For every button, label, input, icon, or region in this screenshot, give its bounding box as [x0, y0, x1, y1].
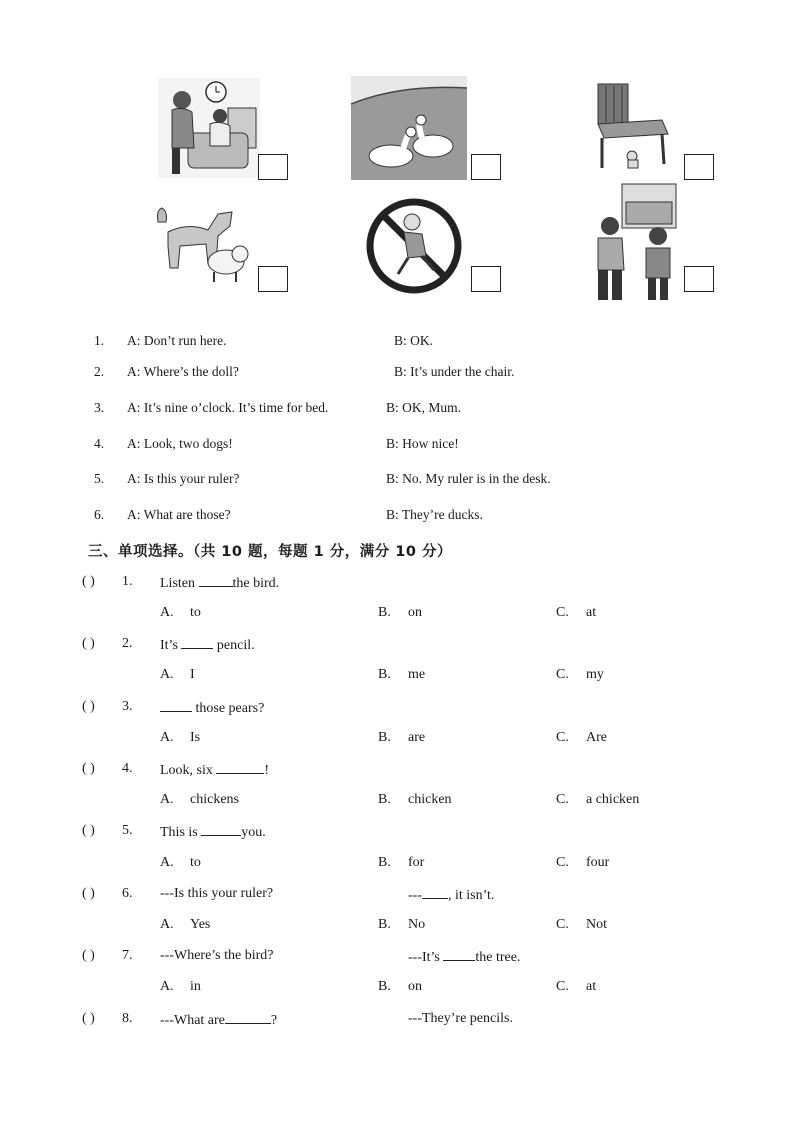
- answer-paren[interactable]: ( ): [82, 948, 95, 963]
- answer-paren[interactable]: ( ): [82, 1011, 95, 1026]
- option-text[interactable]: Are: [586, 730, 607, 745]
- option-text[interactable]: are: [408, 730, 426, 745]
- dialogue-b: B: They’re ducks.: [386, 507, 483, 522]
- option-text[interactable]: chicken: [408, 792, 452, 807]
- option-text[interactable]: me: [408, 667, 426, 682]
- blank-line[interactable]: [181, 636, 213, 649]
- question-num: 3.: [122, 699, 133, 714]
- question-num: 8.: [122, 1011, 133, 1026]
- answer-box-2[interactable]: [471, 154, 501, 180]
- dialogue-b: B: OK.: [394, 333, 434, 348]
- option-letter: A.: [160, 855, 174, 870]
- question-stem: ---Where’s the bird?: [160, 948, 274, 963]
- option-letter: B.: [378, 667, 391, 682]
- question-stem: ---What are ?: [160, 1013, 278, 1028]
- answer-paren[interactable]: ( ): [82, 761, 95, 776]
- option-text[interactable]: Is: [190, 730, 201, 745]
- option-text[interactable]: four: [586, 855, 610, 870]
- option-letter: A.: [160, 917, 174, 932]
- blank-line[interactable]: [225, 1011, 271, 1024]
- question-num: 7.: [122, 948, 133, 963]
- picture-ruler-in-desk: [588, 182, 680, 304]
- option-letter: A.: [160, 605, 174, 620]
- option-text[interactable]: on: [408, 979, 422, 994]
- dialogue-a: A: Don’t run here.: [127, 333, 227, 348]
- picture-doll-under-chair: [592, 80, 676, 170]
- question-stem: This is you.: [160, 825, 266, 840]
- option-text[interactable]: my: [586, 667, 604, 682]
- dialogue-a: A: Is this your ruler?: [127, 471, 240, 486]
- picture-no-running-sign: [362, 194, 466, 298]
- dialogue-b: B: No. My ruler is in the desk.: [386, 471, 551, 486]
- answer-paren[interactable]: ( ): [82, 699, 95, 714]
- blank-line[interactable]: [160, 699, 192, 712]
- option-letter: B.: [378, 792, 391, 807]
- dialogue-num: 4.: [94, 436, 105, 451]
- dialogue-b: B: OK, Mum.: [386, 400, 462, 415]
- blank-line[interactable]: [422, 886, 448, 899]
- option-text[interactable]: to: [190, 605, 201, 620]
- option-text[interactable]: at: [586, 979, 597, 994]
- dialogue-b: B: It’s under the chair.: [394, 364, 515, 379]
- option-text[interactable]: for: [408, 855, 425, 870]
- answer-box-4[interactable]: [258, 266, 288, 292]
- option-text[interactable]: a chicken: [586, 792, 640, 807]
- question-num: 1.: [122, 574, 133, 589]
- dialogue-num: 2.: [94, 364, 105, 379]
- option-letter: A.: [160, 730, 174, 745]
- dialogue-a: A: It’s nine o’clock. It’s time for bed.: [127, 400, 329, 415]
- option-text[interactable]: Yes: [190, 917, 211, 932]
- blank-line[interactable]: [216, 761, 264, 774]
- option-text[interactable]: Not: [586, 917, 607, 932]
- question-stem: It’s pencil.: [160, 638, 255, 653]
- picture-two-dogs: [148, 192, 258, 288]
- answer-paren[interactable]: ( ): [82, 636, 95, 651]
- option-letter: B.: [378, 979, 391, 994]
- option-text[interactable]: No: [408, 917, 426, 932]
- answer-box-5[interactable]: [471, 266, 501, 292]
- picture-two-ducks: [351, 76, 467, 180]
- answer-paren[interactable]: ( ): [82, 886, 95, 901]
- option-letter: B.: [378, 605, 391, 620]
- answer-box-1[interactable]: [258, 154, 288, 180]
- dialogue-num: 5.: [94, 471, 105, 486]
- blank-line[interactable]: [443, 948, 475, 961]
- answer-box-6[interactable]: [684, 266, 714, 292]
- picture-mother-bedtime: [158, 78, 260, 178]
- option-letter: C.: [556, 917, 569, 932]
- answer-paren[interactable]: ( ): [82, 823, 95, 838]
- question-num: 2.: [122, 636, 133, 651]
- answer-paren[interactable]: ( ): [82, 574, 95, 589]
- option-letter: B.: [378, 917, 391, 932]
- option-letter: A.: [160, 979, 174, 994]
- dialogue-num: 1.: [94, 333, 105, 348]
- option-letter: A.: [160, 667, 174, 682]
- option-text[interactable]: chickens: [190, 792, 239, 807]
- option-letter: C.: [556, 855, 569, 870]
- question-num: 5.: [122, 823, 133, 838]
- option-letter: C.: [556, 667, 569, 682]
- option-letter: B.: [378, 730, 391, 745]
- question-stem: those pears?: [160, 699, 264, 717]
- option-text[interactable]: in: [190, 979, 201, 994]
- question-stem: Listen the bird.: [160, 576, 280, 591]
- answer-box-3[interactable]: [684, 154, 714, 180]
- question-num: 4.: [122, 761, 133, 776]
- question-response: --- , it isn’t.: [408, 888, 495, 903]
- option-text[interactable]: at: [586, 605, 597, 620]
- dialogue-a: A: What are those?: [127, 507, 231, 522]
- option-text[interactable]: I: [190, 667, 195, 682]
- question-stem: ---Is this your ruler?: [160, 886, 274, 901]
- option-letter: B.: [378, 855, 391, 870]
- option-letter: C.: [556, 979, 569, 994]
- dialogue-num: 3.: [94, 400, 105, 415]
- blank-line[interactable]: [201, 823, 241, 836]
- option-letter: C.: [556, 730, 569, 745]
- option-letter: C.: [556, 605, 569, 620]
- blank-line[interactable]: [199, 574, 233, 587]
- question-response: ---It’s the tree.: [408, 950, 521, 965]
- dialogue-a: A: Look, two dogs!: [127, 436, 233, 451]
- question-response: ---They’re pencils.: [408, 1011, 513, 1026]
- option-text[interactable]: to: [190, 855, 201, 870]
- option-letter: C.: [556, 792, 569, 807]
- dialogue-a: A: Where’s the doll?: [127, 364, 239, 379]
- dialogue-b: B: How nice!: [386, 436, 459, 451]
- question-num: 6.: [122, 886, 133, 901]
- dialogue-num: 6.: [94, 507, 105, 522]
- question-stem: Look, six !: [160, 763, 270, 778]
- section-title: 三、单项选择。（共 10 题，每题 1 分，满分 10 分）: [88, 544, 452, 560]
- option-letter: A.: [160, 792, 174, 807]
- option-text[interactable]: on: [408, 605, 422, 620]
